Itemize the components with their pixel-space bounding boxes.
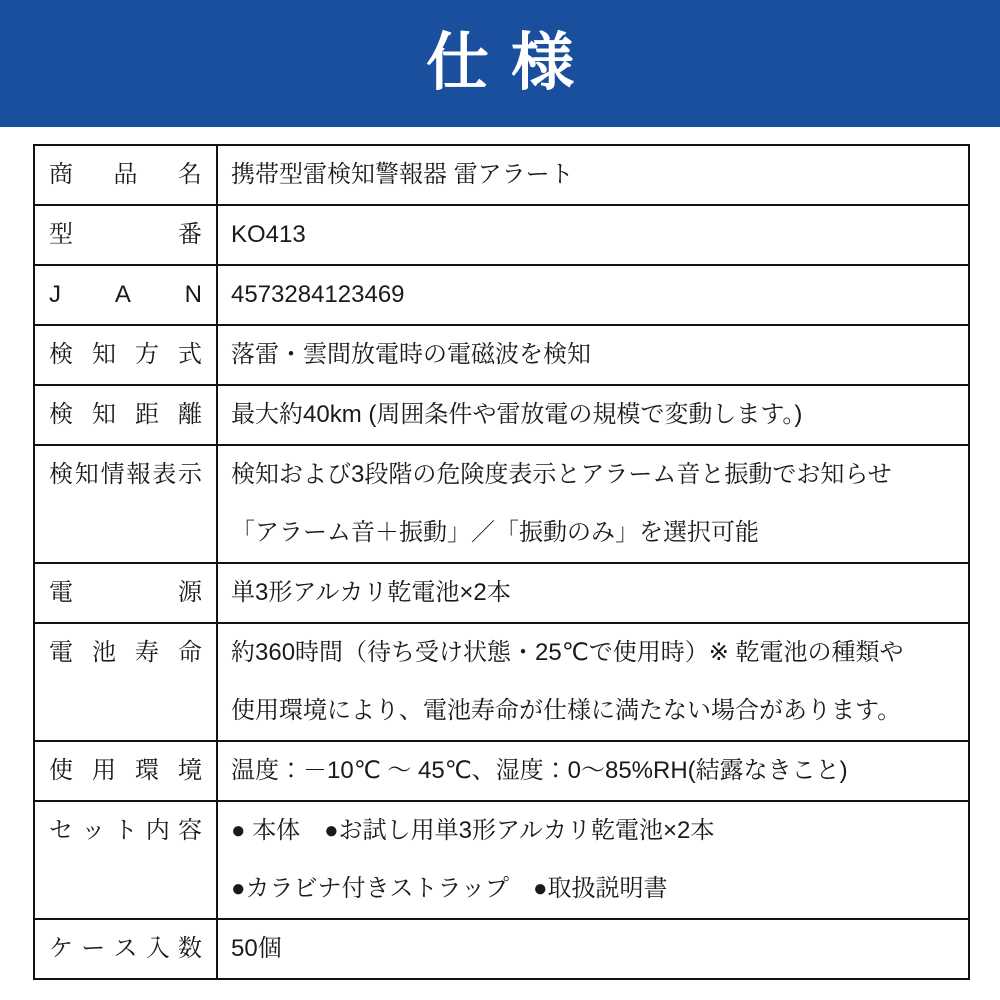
- spec-value-operating-environment: [217, 741, 969, 801]
- spec-value-product-name: [217, 145, 969, 205]
- spec-row-power-source: [34, 563, 969, 623]
- spec-label-detection-distance: 検 知 距 離: [34, 385, 217, 445]
- spec-value-line: 温度：－10℃ ～ 45℃、湿度：0～85%RH(結露なきこと): [231, 757, 848, 784]
- spec-row-operating-environment: [34, 741, 969, 801]
- spec-value-line: ●カラビナ付きストラップ ●取扱説明書: [231, 875, 668, 902]
- spec-row-detection-display: [34, 445, 969, 563]
- spec-label-power-source: 電 源: [34, 563, 217, 623]
- spec-value-power-source: [217, 563, 969, 623]
- spec-row-product-name: [34, 145, 969, 205]
- spec-value-model-number: [217, 205, 969, 265]
- spec-row-detection-method: [34, 325, 969, 385]
- spec-value-detection-distance: [217, 385, 969, 445]
- spec-label-detection-display: 検知情報表示: [34, 445, 217, 563]
- spec-label-case-quantity: ケ ー ス 入 数: [34, 919, 217, 979]
- spec-row-case-quantity: [34, 919, 969, 979]
- spec-value-line: 使用環境により、電池寿命が仕様に満たない場合があります。: [231, 697, 902, 724]
- spec-row-battery-life: [34, 623, 969, 741]
- spec-label-model-number: 型 番: [34, 205, 217, 265]
- spec-value-line: 「アラーム音＋振動」／「振動のみ」を選択可能: [231, 519, 759, 546]
- page-title: 仕様: [426, 28, 596, 98]
- spec-label-operating-environment: 使 用 環 境: [34, 741, 217, 801]
- spec-value-set-contents: [217, 801, 969, 919]
- spec-value-jan: [217, 265, 969, 325]
- page-header: [0, 0, 1000, 127]
- spec-value-line: 4573284123469: [231, 281, 405, 308]
- spec-value-line: KO413: [231, 221, 306, 248]
- spec-value-line: 検知および3段階の危険度表示とアラーム音と振動でお知らせ: [231, 461, 892, 488]
- spec-label-product-name: 商 品 名: [34, 145, 217, 205]
- spec-value-line: 50個: [231, 935, 282, 962]
- spec-value-line: ● 本体 ●お試し用単3形アルカリ乾電池×2本: [231, 817, 715, 844]
- spec-value-battery-life: [217, 623, 969, 741]
- spec-label-set-contents: セ ッ ト 内 容: [34, 801, 217, 919]
- spec-row-jan: [34, 265, 969, 325]
- spec-table: [33, 144, 970, 980]
- spec-label-jan: J A N: [34, 265, 217, 325]
- spec-value-line: 単3形アルカリ乾電池×2本: [231, 579, 511, 606]
- spec-value-line: 携帯型雷検知警報器 雷アラート: [231, 161, 574, 188]
- spec-value-detection-display: [217, 445, 969, 563]
- spec-row-set-contents: [34, 801, 969, 919]
- spec-value-case-quantity: [217, 919, 969, 979]
- spec-value-detection-method: [217, 325, 969, 385]
- spec-value-line: 約360時間（待ち受け状態・25℃で使用時）※ 乾電池の種類や: [231, 639, 904, 666]
- spec-row-detection-distance: [34, 385, 969, 445]
- spec-label-battery-life: 電 池 寿 命: [34, 623, 217, 741]
- spec-value-line: 落雷・雲間放電時の電磁波を検知: [231, 341, 591, 368]
- spec-value-line: 最大約40km (周囲条件や雷放電の規模で変動します。): [231, 401, 803, 428]
- spec-label-detection-method: 検 知 方 式: [34, 325, 217, 385]
- spec-row-model-number: [34, 205, 969, 265]
